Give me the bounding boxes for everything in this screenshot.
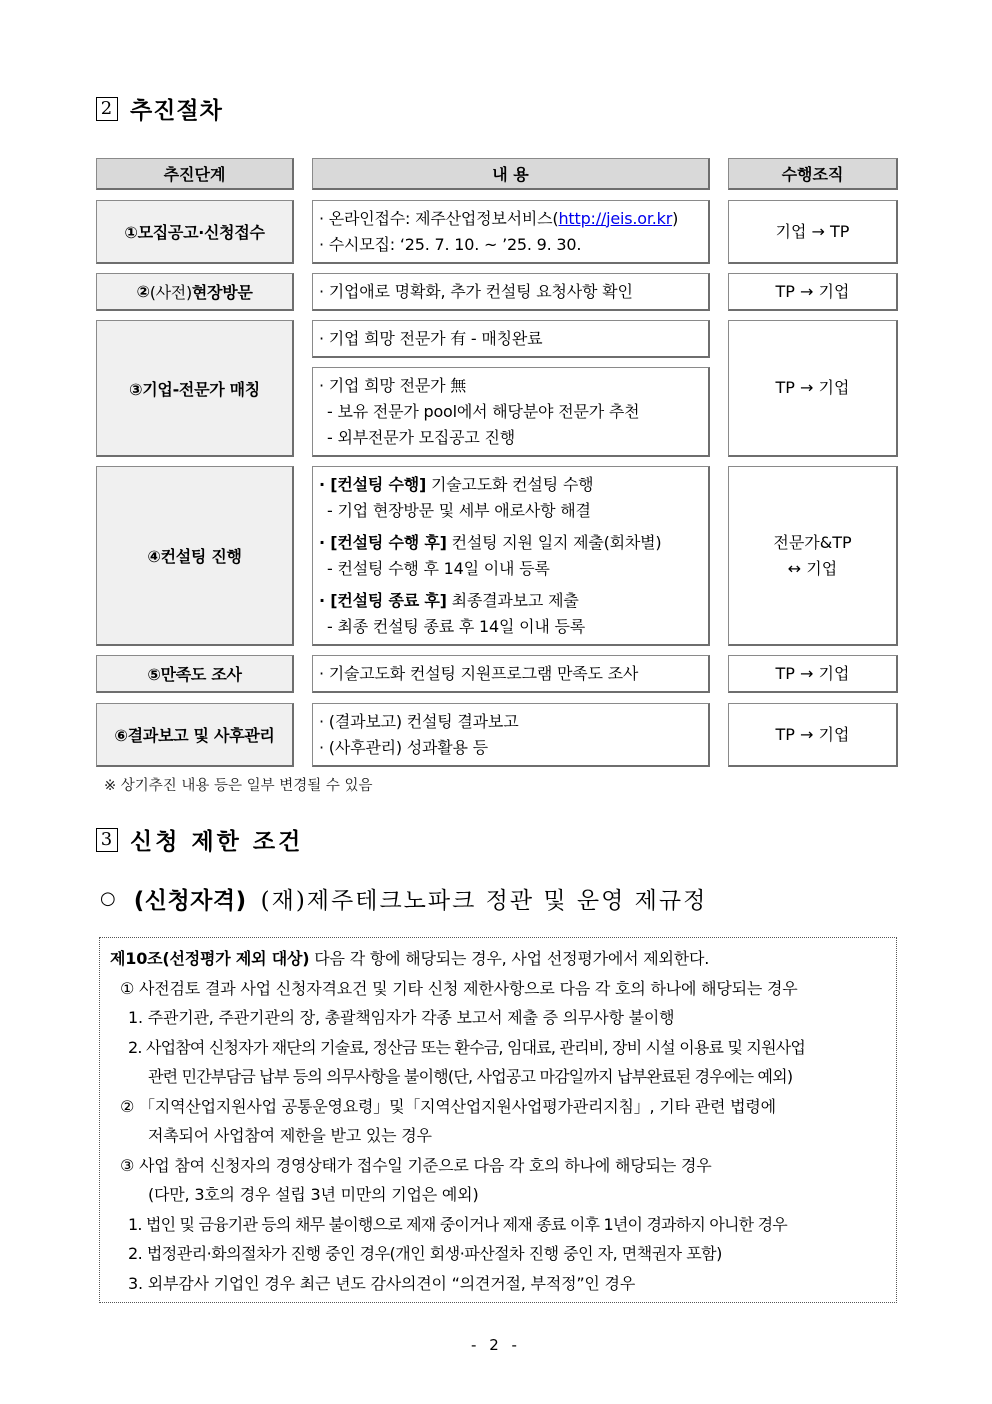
header-organization: 수행조직	[728, 158, 898, 190]
stage-6: ⑥결과보고 및 사후관리	[96, 703, 294, 767]
content-line: · (사후관리) 성과활용 등	[319, 737, 488, 757]
header-content: 내 용	[312, 158, 710, 190]
regulation-clause-continued: 저촉되어 사업참여 제한을 받고 있는 경우	[148, 1126, 432, 1145]
regulation-item: 1. 법인 및 금융기관 등의 채무 불이행으로 제재 중이거나 제재 종료 이후 1년이 경과하지 아니한 경우	[128, 1214, 787, 1234]
content-line: · 온라인접수: 제주산업정보서비스(http://jeis.or.kr)	[319, 208, 679, 228]
content-2	[312, 273, 710, 311]
content-3b	[312, 367, 710, 457]
regulation-clause-2: ② 「지역산업지원사업 공통운영요령」및「지역산업지원사업평가관리지침」, 기타 관련 법령에	[120, 1096, 776, 1116]
regulation-box	[99, 937, 897, 1303]
content-subline: - 최종 컨설팅 종료 후 14일 이내 등록	[327, 616, 586, 636]
content-line: · (결과보고) 컨설팅 결과보고	[319, 711, 519, 731]
stage-1: ①모집공고·신청접수	[96, 200, 294, 264]
content-line: · [컨설팅 종료 후] 최종결과보고 제출	[319, 590, 579, 610]
qualification-text: (재)제주테크노파크 정관 및 운영 제규정	[260, 888, 708, 914]
content-line: · 기업 희망 전문가 無	[319, 375, 467, 395]
section-3-heading	[96, 823, 303, 856]
section-2-heading	[96, 92, 223, 125]
page-number: - 2 -	[471, 1336, 521, 1354]
content-line: · 기술고도화 컨설팅 지원프로그램 만족도 조사	[319, 663, 639, 683]
content-5	[312, 655, 710, 693]
section-number-box: 3	[96, 828, 118, 852]
content-1	[312, 200, 710, 264]
content-line: · [컨설팅 수행] 기술고도화 컨설팅 수행	[319, 474, 594, 494]
content-line: · [컨설팅 수행 후] 컨설팅 지원 일지 제출(회차별)	[319, 532, 662, 552]
org-1: 기업 → TP	[728, 200, 898, 264]
qualification-line	[100, 882, 707, 915]
regulation-clause-3: ③ 사업 참여 신청자의 경영상태가 접수일 기준으로 다음 각 호의 하나에 해당되는 경우	[120, 1155, 712, 1175]
content-subline: - 보유 전문가 pool에서 해당분야 전문가 추천	[327, 401, 640, 421]
content-3a	[312, 320, 710, 358]
content-4	[312, 466, 710, 646]
content-line: · 기업 희망 전문가 有 - 매칭완료	[319, 328, 543, 348]
regulation-item-continued: 관련 민간부담금 납부 등의 의무사항을 불이행(단, 사업공고 마감일까지 납부완료된 경우에는 예외)	[148, 1067, 793, 1086]
content-line: · 수시모집: ‘25. 7. 10. ~ ’25. 9. 30.	[319, 234, 582, 254]
regulation-item: 2. 법정관리·화의절차가 진행 중인 경우(개인 회생·파산절차 진행 중인 자, 면책권자 포함)	[128, 1244, 722, 1263]
regulation-title: 제10조(선정평가 제외 대상) 다음 각 항에 해당되는 경우, 사업 선정평가에서 제외한다.	[110, 949, 710, 968]
org-5: TP → 기업	[728, 655, 898, 693]
org-2: TP → 기업	[728, 273, 898, 311]
content-subline: - 외부전문가 모집공고 진행	[327, 427, 516, 447]
circle-bullet-icon: ○	[100, 888, 116, 909]
org-3: TP → 기업	[728, 320, 898, 457]
regulation-item: 2. 사업참여 신청자가 재단의 기술료, 정산금 또는 환수금, 임대료, 관리비, 장비 시설 이용료 및 지원사업	[128, 1037, 806, 1057]
content-subline: - 컨설팅 수행 후 14일 이내 등록	[327, 558, 550, 578]
regulation-clause-1: ① 사전검토 결과 사업 신청자격요건 및 기타 신청 제한사항으로 다음 각 호의 하나에 해당되는 경우	[120, 978, 798, 998]
regulation-item: 3. 외부감사 기업인 경우 최근 년도 감사의견이 “의견거절, 부적정”인 경우	[128, 1273, 636, 1293]
org-6: TP → 기업	[728, 703, 898, 767]
stage-2: ② (사전) 현장방문	[96, 273, 294, 311]
header-stage: 추진단계	[96, 158, 294, 190]
qualification-label: (신청자격)	[133, 888, 247, 914]
stage-4: ④컨설팅 진행	[96, 466, 294, 646]
regulation-item: 1. 주관기관, 주관기관의 장, 총괄책임자가 각종 보고서 제출 증 의무사항 불이행	[128, 1008, 675, 1027]
section-number-box: 2	[96, 97, 118, 121]
jeis-link[interactable]: http://jeis.or.kr	[558, 208, 673, 228]
regulation-clause-continued: (다만, 3호의 경우 설립 3년 미만의 기업은 예외)	[148, 1185, 479, 1204]
content-subline: - 기업 현장방문 및 세부 애로사항 해결	[327, 500, 591, 520]
stage-5: ⑤만족도 조사	[96, 655, 294, 693]
section-title: 신청 제한 조건	[130, 829, 304, 855]
stage-3: ③기업-전문가 매칭	[96, 320, 294, 457]
content-line: · 기업애로 명확화, 추가 컨설팅 요청사항 확인	[319, 281, 633, 301]
org-4: 전문가&TP ↔ 기업	[728, 466, 898, 646]
content-6	[312, 703, 710, 767]
table-note: ※ 상기추진 내용 등은 일부 변경될 수 있음	[104, 778, 373, 794]
section-title: 추진절차	[130, 98, 223, 124]
